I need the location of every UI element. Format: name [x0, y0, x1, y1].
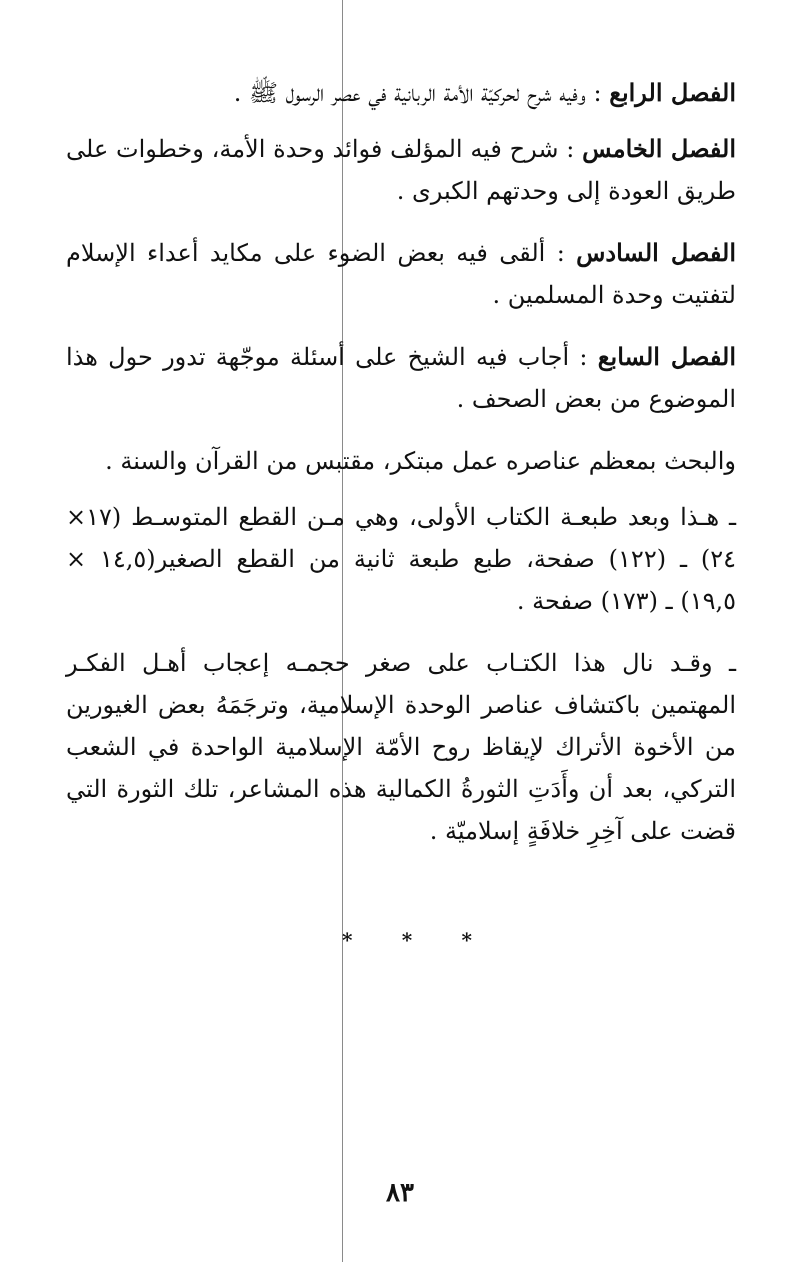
- chapter-four-heading: الفصل الرابع: [609, 78, 736, 107]
- paragraph-editions: [66, 496, 736, 622]
- separator-star-icon: *: [342, 928, 353, 952]
- paragraph-reception: [66, 642, 736, 852]
- chapter-seven-text: : أجاب فيه الشيخ على أسئلة موجّهة تدور حول هذا الموضوع من بعض الصحف .: [66, 343, 736, 413]
- separator-star-icon: *: [401, 928, 413, 952]
- paragraph-chapter-seven: [66, 336, 736, 420]
- paragraph-chapter-five: [66, 128, 736, 212]
- chapter-four-text: : وفيه شرح لحركيّة الأمة الربانية في عصر الرسول ﷺ .: [233, 79, 602, 107]
- paragraph-research-note: [66, 440, 736, 482]
- chapter-five-heading: الفصل الخامس: [582, 134, 737, 163]
- page-text: [66, 72, 736, 872]
- paragraph-chapter-six: [66, 232, 736, 316]
- chapter-six-text: : ألقى فيه بعض الضوء على مكايد أعداء الإسلام لتفتيت وحدة المسلمين .: [66, 239, 736, 309]
- chapter-five-text: : شرح فيه المؤلف فوائد وحدة الأمة، وخطوات على طريق العودة إلى وحدتهم الكبرى .: [66, 135, 736, 205]
- section-separator: [342, 928, 472, 952]
- paragraph-chapter-four: [66, 72, 736, 114]
- reception-text: ـ وقـد نال هذا الكتـاب على صغر حجمـه إعجاب أهـل الفكـر المهتمين باكتشاف عناصر الوحدة الإسلامية، وترجَمَهُ بعض الغيورين من الأخوة الأتراك لإيقاظ روح الأمّة الإسلامية الواحدة في الشعب التركي، بعد أن وأَدَتِ الثورةُ الكمالية هذه المشاعر، تلك الثورة التي قضت على آخِرِ خلافَةٍ إسلاميّة .: [66, 649, 736, 845]
- separator-star-icon: *: [461, 928, 472, 952]
- editions-text: ـ هـذا وبعد طبعـة الكتاب الأولى، وهي مـن القطع المتوسـط (١٧× ٢٤) ـ (١٢٢) صفحة، طبع طبعة ثانية من القطع الصغير(١٤,٥ × ١٩,٥) ـ (١٧٣) صفحة .: [66, 503, 736, 615]
- chapter-six-heading: الفصل السادس: [576, 238, 736, 267]
- chapter-seven-heading: الفصل السابع: [597, 342, 736, 371]
- research-note-text: والبحث بمعظم عناصره عمل مبتكر، مقتبس من القرآن والسنة .: [105, 447, 736, 475]
- page-number: ٨٣: [386, 1178, 414, 1208]
